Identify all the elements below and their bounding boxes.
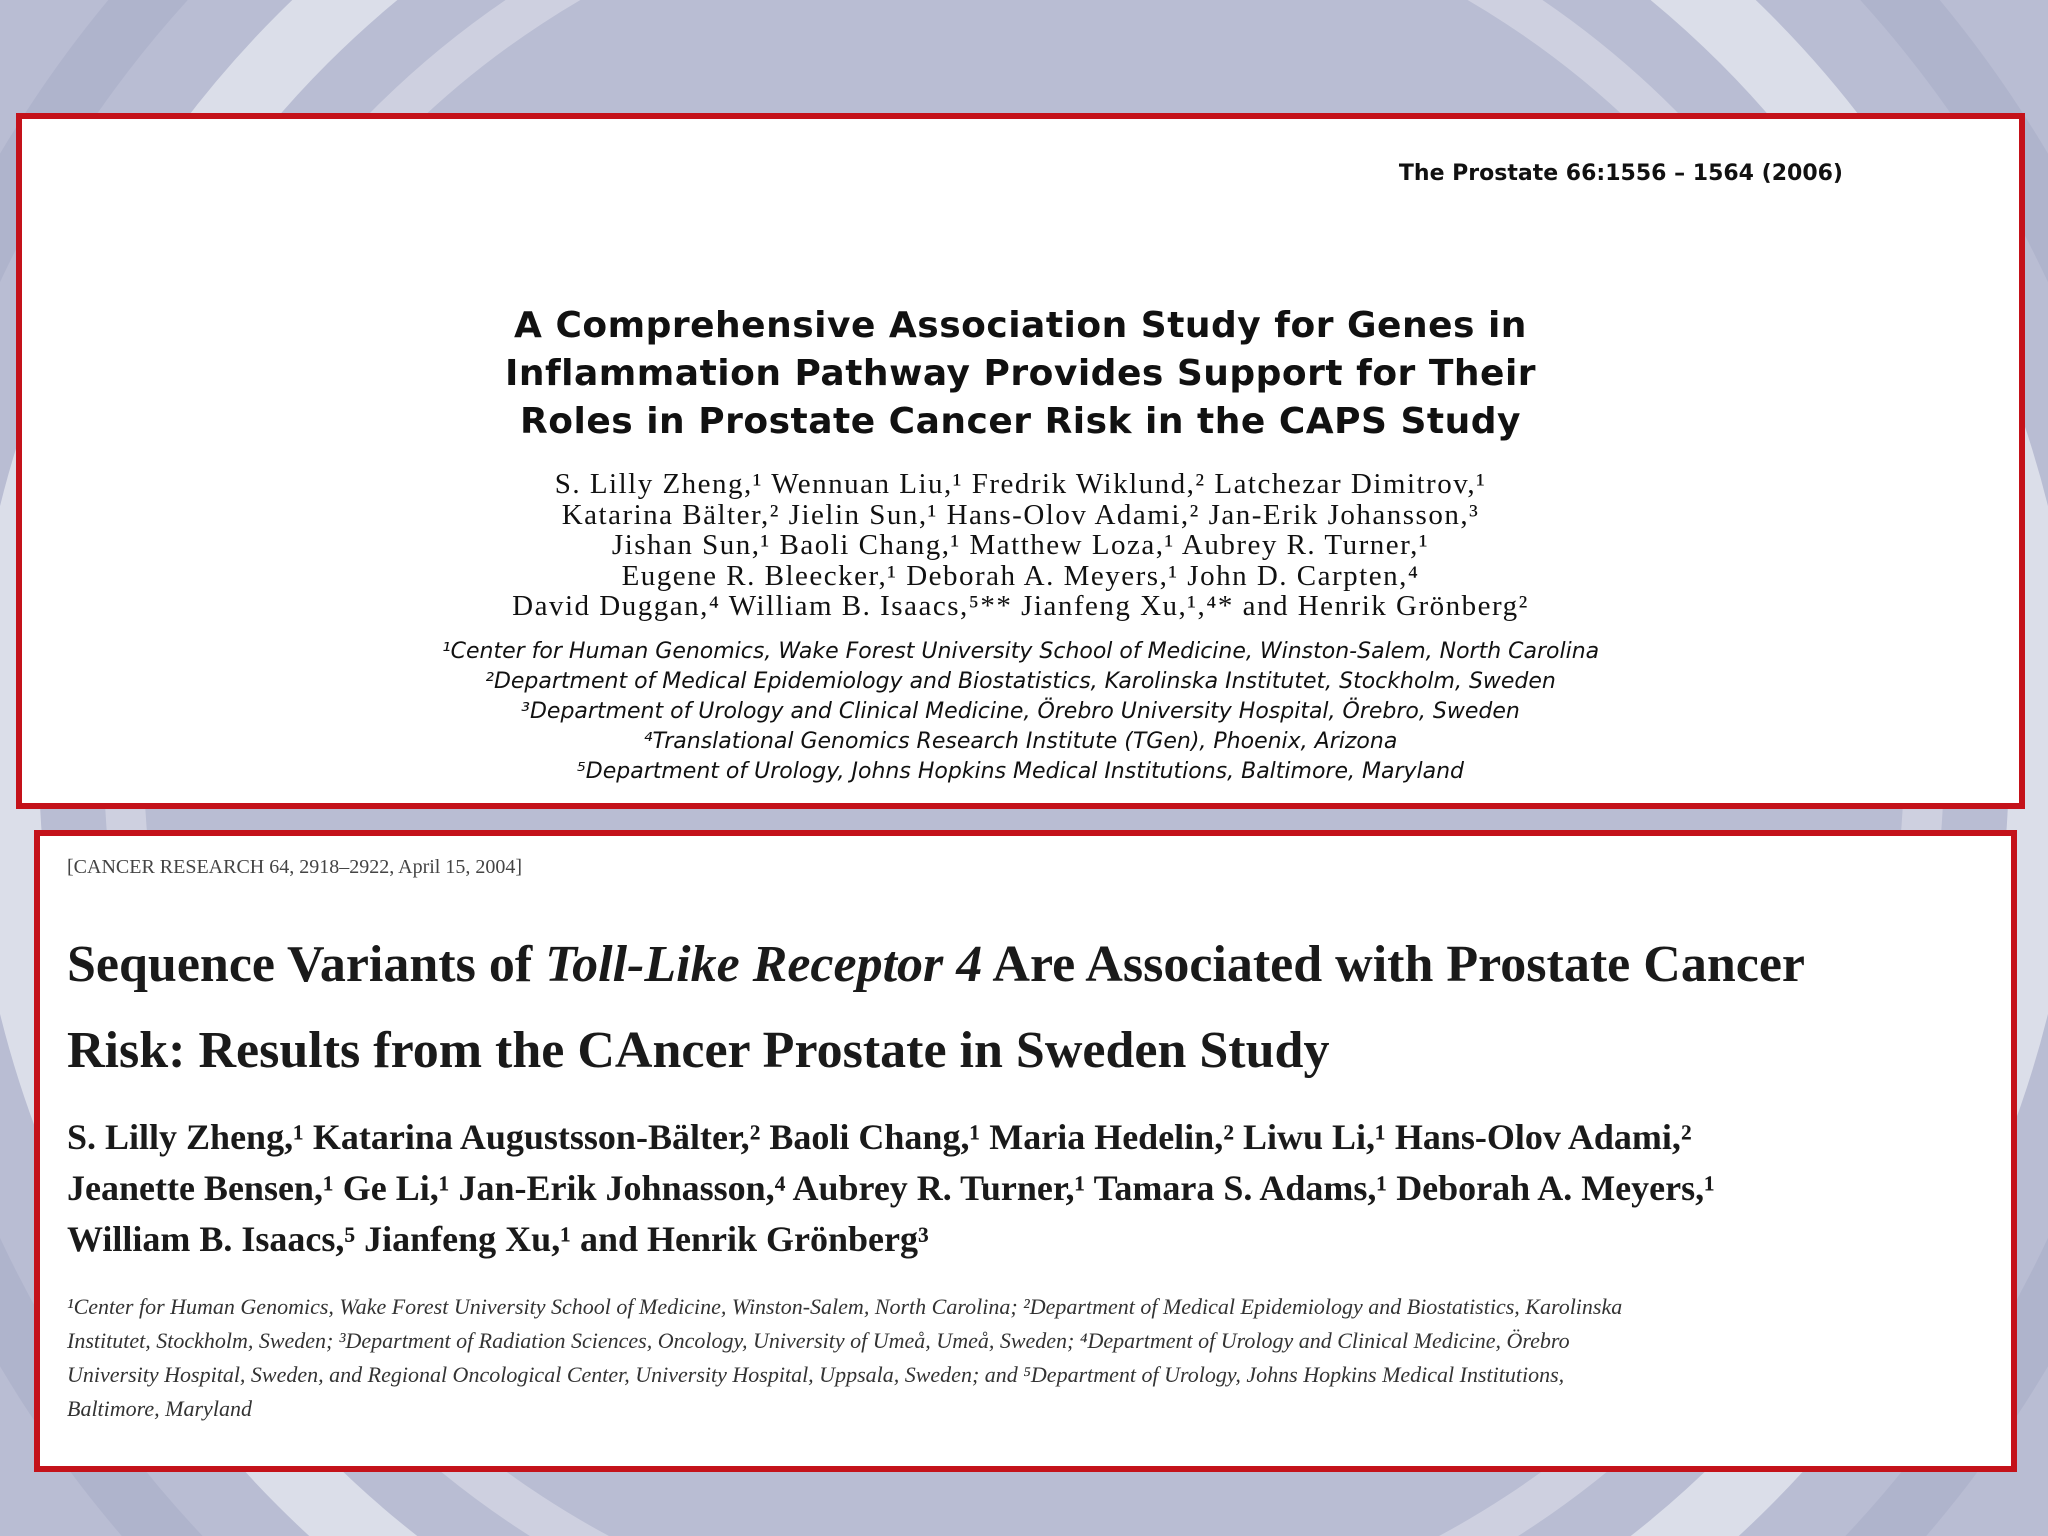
paper-2-author-line: S. Lilly Zheng,¹ Katarina Augustsson-Bälter,² Baoli Chang,¹ Maria Hedelin,² Liwu Li,¹ Hans-Olov Adami,²	[67, 1117, 1692, 1157]
paper-1-title-line: Roles in Prostate Cancer Risk in the CAPS Study	[520, 401, 1521, 442]
paper-2-title-text: Are Associated with Prostate Cancer	[982, 936, 1805, 993]
paper-2-affiliation-line: Institutet, Stockholm, Sweden; ³Department of Radiation Sciences, Oncology, University of Umeå, Umeå, Sweden; ⁴Department of Urology and Clinical Medicine, Örebro	[67, 1328, 1570, 1353]
paper-2-title	[67, 922, 1947, 1094]
paper-2-authors	[67, 1112, 1947, 1265]
paper-2-affiliations	[67, 1290, 1937, 1426]
paper-1-affiliation-line: ²Department of Medical Epidemiology and Biostatistics, Karolinska Institutet, Stockholm, Sweden	[485, 669, 1556, 694]
paper-1-affiliations	[22, 637, 2019, 787]
paper-1-author-line: Katarina Bälter,² Jielin Sun,¹ Hans-Olov Adami,² Jan-Erik Johansson,³	[561, 498, 1480, 531]
paper-2-affiliation-line: University Hospital, Sweden, and Regional Oncological Center, University Hospital, Uppsala, Sweden; and ⁵Department of Urology, Johns Hopkins Medical Institutions,	[67, 1362, 1565, 1387]
paper-1-author-line: Eugene R. Bleecker,¹ Deborah A. Meyers,¹ John D. Carpten,⁴	[621, 559, 1420, 592]
paper-1-affiliation-line: ¹Center for Human Genomics, Wake Forest University School of Medicine, Winston-Salem, North Carolina	[441, 639, 1600, 664]
paper-2-title-line: Risk: Results from the CAncer Prostate in Sweden Study	[67, 1022, 1330, 1079]
paper-2-journal-citation: [CANCER RESEARCH 64, 2918–2922, April 15, 2004]	[67, 856, 523, 878]
paper-2-title-line	[67, 922, 1947, 1008]
paper-1-affiliation-line: ⁵Department of Urology, Johns Hopkins Medical Institutions, Baltimore, Maryland	[576, 759, 1465, 784]
paper-2-title-text: Sequence Variants of	[67, 936, 546, 993]
paper-1-journal-citation: The Prostate 66:1556 – 1564 (2006)	[1398, 161, 1843, 186]
paper-1-affiliation-line: ³Department of Urology and Clinical Medicine, Örebro University Hospital, Örebro, Sweden	[521, 699, 1520, 724]
paper-1-panel	[16, 113, 2025, 809]
paper-2-affiliation-line: Baltimore, Maryland	[67, 1396, 252, 1421]
paper-1-title-line: A Comprehensive Association Study for Genes in	[514, 305, 1527, 346]
paper-2-affiliation-line: ¹Center for Human Genomics, Wake Forest University School of Medicine, Winston-Salem, North Carolina; ²Department of Medical Epidemiology and Biostatistics, Karolinska	[67, 1294, 1623, 1319]
paper-1-authors	[22, 469, 2019, 622]
paper-1-title-line: Inflammation Pathway Provides Support for Their	[504, 353, 1537, 394]
paper-1-author-line: S. Lilly Zheng,¹ Wennuan Liu,¹ Fredrik Wiklund,² Latchezar Dimitrov,¹	[554, 468, 1487, 500]
paper-1-affiliation-line: ⁴Translational Genomics Research Institute (TGen), Phoenix, Arizona	[643, 729, 1398, 754]
paper-2-panel	[34, 830, 2017, 1472]
paper-1-author-line: Jishan Sun,¹ Baoli Chang,¹ Matthew Loza,¹ Aubrey R. Turner,¹	[611, 529, 1430, 561]
paper-2-author-line: William B. Isaacs,⁵ Jianfeng Xu,¹ and Henrik Grönberg³	[67, 1219, 929, 1259]
paper-2-title-gene-name: Toll-Like Receptor 4	[545, 936, 983, 993]
paper-2-author-line: Jeanette Bensen,¹ Ge Li,¹ Jan-Erik Johnasson,⁴ Aubrey R. Turner,¹ Tamara S. Adams,¹ Deborah A. Meyers,¹	[67, 1168, 1715, 1208]
paper-1-title	[22, 302, 2019, 446]
paper-1-author-line: David Duggan,⁴ William B. Isaacs,⁵** Jianfeng Xu,¹,⁴* and Henrik Grönberg²	[512, 590, 1529, 622]
